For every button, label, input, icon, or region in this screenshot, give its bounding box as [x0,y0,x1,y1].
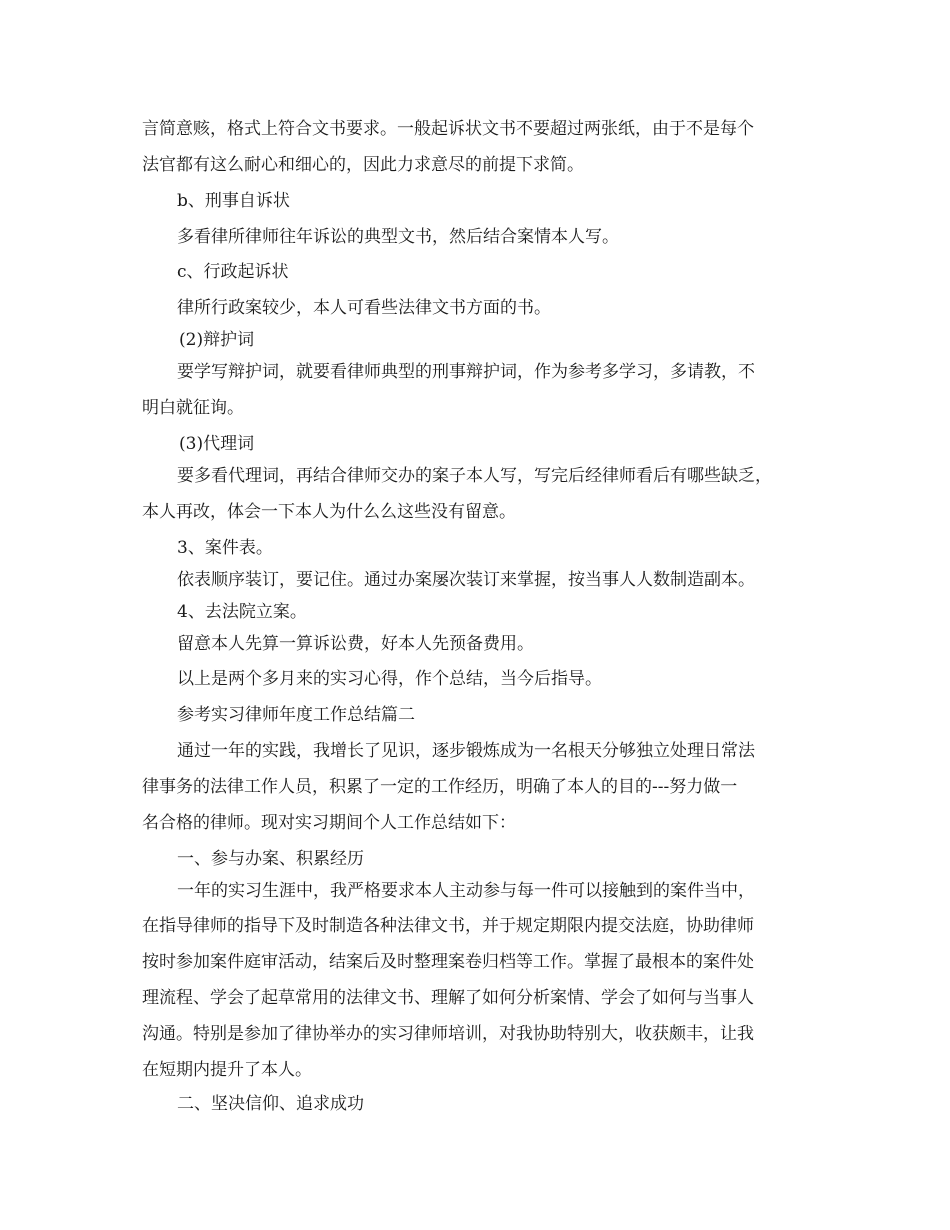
paragraph-line: 一年的实习生涯中，我严格要求本人主动参与每一件可以接触到的案件当中， [177,881,755,901]
paragraph-line: 按时参加案件庭审活动，结案后及时整理案卷归档等工作。掌握了最根本的案件处 [142,952,754,972]
section-heading: (2)辩护词 [179,330,255,350]
paragraph-line: 要学写辩护词，就要看律师典型的刑事辩护词，作为参考多学习，多请教，不 [177,362,755,382]
paragraph-line: 法官都有这么耐心和细心的，因此力求意尽的前提下求简。 [142,155,584,175]
paragraph-line: 在短期内提升了本人。 [142,1060,312,1080]
section-heading: (3)代理词 [179,434,255,454]
paragraph-line: 言简意赅，格式上符合文书要求。一般起诉状文书不要超过两张纸，由于不是每个 [142,119,754,139]
paragraph-line: 律所行政案较少，本人可看些法律文书方面的书。 [177,298,551,318]
section-heading: 3、案件表。 [177,538,273,558]
article-title: 参考实习律师年度工作总结篇二 [177,705,415,725]
paragraph-line: 以上是两个多月来的实习心得，作个总结，当今后指导。 [177,669,602,689]
paragraph-line: 多看律所律师往年诉讼的典型文书，然后结合案情本人写。 [177,227,619,247]
section-heading: c、行政起诉状 [177,262,289,282]
paragraph-line: 律事务的法律工作人员，积累了一定的工作经历，明确了本人的目的---努力做一 [142,777,738,797]
paragraph-line: 在指导律师的指导下及时制造各种法律文书，并于规定期限内提交法庭，协助律师 [142,916,754,936]
paragraph-line: 本人再改，体会一下本人为什么么这些没有留意。 [142,502,516,522]
paragraph-line: 通过一年的实践，我增长了见识，逐步锻炼成为一名根天分够独立处理日常法 [177,741,755,761]
paragraph-line: 名合格的律师。现对实习期间个人工作总结如下： [142,813,516,833]
paragraph-line: 要多看代理词，再结合律师交办的案子本人写，写完后经律师看后有哪些缺乏， [177,466,772,486]
paragraph-line: 依表顺序装订，要记住。通过办案屡次装订来掌握，按当事人人数制造副本。 [177,570,755,590]
paragraph-line: 沟通。特别是参加了律协举办的实习律师培训，对我协助特别大，收获颇丰，让我 [142,1024,754,1044]
section-heading: 一、参与办案、积累经历 [177,849,364,869]
paragraph-line: 理流程、学会了起草常用的法律文书、理解了如何分析案情、学会了如何与当事人 [142,988,754,1008]
paragraph-line: 明白就征询。 [142,398,244,418]
section-heading: 4、去法院立案。 [177,602,307,622]
section-heading: b、刑事自诉状 [177,191,290,211]
paragraph-line: 留意本人先算一算诉讼费，好本人先预备费用。 [177,634,534,654]
section-heading: 二、坚决信仰、追求成功 [177,1094,364,1114]
